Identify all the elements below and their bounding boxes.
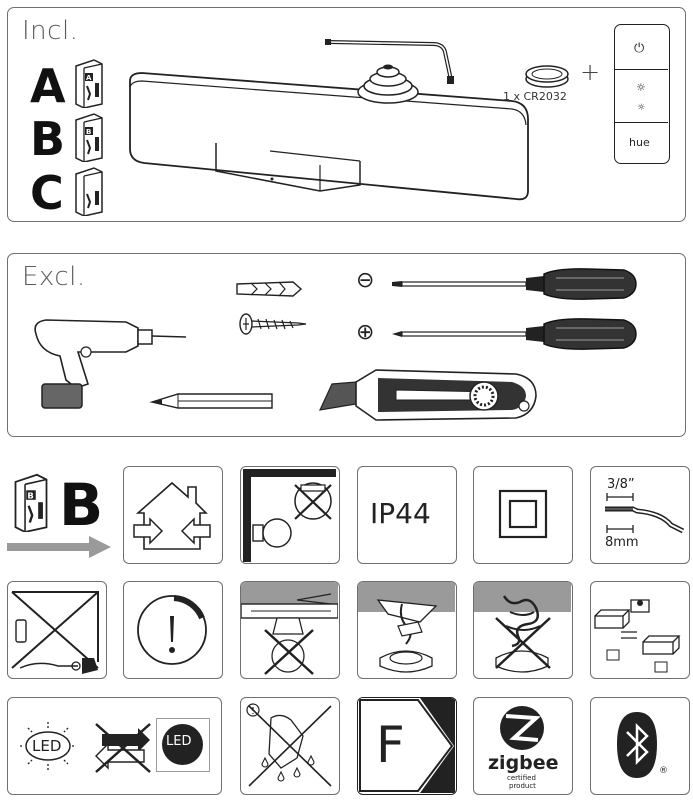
wet-hand-crossed-icon bbox=[241, 698, 338, 793]
led-label-dark: LED bbox=[166, 734, 192, 749]
class-ii-insulation-tile bbox=[473, 466, 573, 564]
dimmer-switch-remote bbox=[614, 24, 670, 164]
no-wet-hands-tile bbox=[240, 697, 340, 795]
zigbee-certified-line2: product bbox=[509, 782, 536, 790]
excluded-tools-panel bbox=[7, 253, 686, 437]
adhesive-pad-icon bbox=[353, 58, 423, 106]
energy-label-arrow bbox=[358, 698, 455, 793]
manual-b-letter: B bbox=[59, 471, 104, 539]
strip-length-inch: 3/8” bbox=[607, 477, 635, 492]
coin-battery-icon bbox=[523, 63, 571, 89]
excluded-title: Excl. bbox=[22, 262, 86, 292]
booklet-icon bbox=[7, 470, 55, 532]
manual-letter-a: A bbox=[30, 59, 66, 113]
hue-button-label: hue bbox=[629, 136, 650, 149]
read-manual-b-indicator bbox=[7, 466, 115, 564]
manual-letter-c: C bbox=[30, 166, 64, 220]
no-loose-wires-tile bbox=[473, 581, 573, 679]
tangled-wires-crossed-icon bbox=[474, 582, 571, 677]
booklet-b-icon bbox=[72, 110, 106, 162]
led-module-box bbox=[156, 718, 210, 772]
included-parts-panel bbox=[7, 7, 686, 222]
cross-head-symbol: ⊕ bbox=[356, 320, 375, 345]
bluetooth-tile bbox=[590, 697, 690, 795]
battery-label: 1 x CR2032 bbox=[503, 90, 567, 103]
flat-screwdriver-icon bbox=[388, 266, 638, 302]
double-square-icon bbox=[474, 467, 571, 562]
caution-circle-icon bbox=[124, 582, 221, 677]
screw-icon bbox=[236, 312, 308, 336]
manual-letter-b: B bbox=[30, 112, 66, 166]
connect-wires-tile bbox=[357, 581, 457, 679]
plus-sign: + bbox=[580, 58, 601, 86]
wiring-crossed-icon bbox=[8, 582, 105, 677]
brightness-up-symbol: ☼ bbox=[636, 81, 646, 94]
zigbee-certified-tile bbox=[473, 697, 573, 795]
no-ceiling-mount-tile bbox=[240, 581, 340, 679]
energy-class-letter: F bbox=[376, 716, 405, 774]
wire-strip-length-tile bbox=[590, 466, 690, 564]
ip-rating-label: IP44 bbox=[370, 497, 431, 530]
svg-text:B: B bbox=[86, 128, 92, 136]
phillips-screwdriver-icon bbox=[388, 316, 638, 352]
power-button-symbol: ⏻ bbox=[634, 41, 645, 56]
booklet-a-icon bbox=[72, 56, 106, 108]
wall-plug-icon bbox=[233, 278, 305, 300]
bluetooth-icon bbox=[591, 698, 688, 793]
pencil-icon bbox=[148, 390, 278, 412]
zigbee-wordmark: zigbee bbox=[488, 752, 559, 774]
booklet-c-icon bbox=[72, 164, 106, 216]
indoor-use-tile bbox=[123, 466, 223, 564]
ceiling-mount-crossed-icon bbox=[241, 582, 338, 677]
strip-length-mm: 8mm bbox=[605, 535, 639, 550]
wall-mount-only-tile bbox=[240, 466, 340, 564]
led-not-replaceable-tile bbox=[7, 697, 222, 795]
utility-knife-icon bbox=[316, 364, 541, 432]
flat-head-symbol: ⊖ bbox=[356, 268, 375, 293]
zigbee-certified-line1: certified bbox=[507, 774, 536, 782]
replace-crossed-icon bbox=[92, 720, 154, 776]
brightness-down-symbol: ☼ bbox=[637, 103, 646, 113]
led-label-light: LED bbox=[32, 737, 62, 755]
svg-text:A: A bbox=[86, 74, 92, 82]
arrow-right-icon bbox=[7, 536, 113, 558]
components-disposal-icon bbox=[591, 582, 688, 677]
wall-mount-icon bbox=[241, 467, 338, 562]
included-title: Incl. bbox=[22, 16, 79, 46]
caution-dimming-tile bbox=[123, 581, 223, 679]
no-switched-socket-tile bbox=[7, 581, 107, 679]
ceiling-wiring-icon bbox=[358, 582, 455, 677]
bluetooth-registered-mark: ® bbox=[659, 766, 668, 776]
ip44-rating-tile bbox=[357, 466, 457, 564]
house-icon bbox=[124, 467, 221, 562]
svg-text:B: B bbox=[27, 490, 34, 501]
energy-class-tile bbox=[357, 697, 457, 795]
recycle-disposal-tile bbox=[590, 581, 690, 679]
